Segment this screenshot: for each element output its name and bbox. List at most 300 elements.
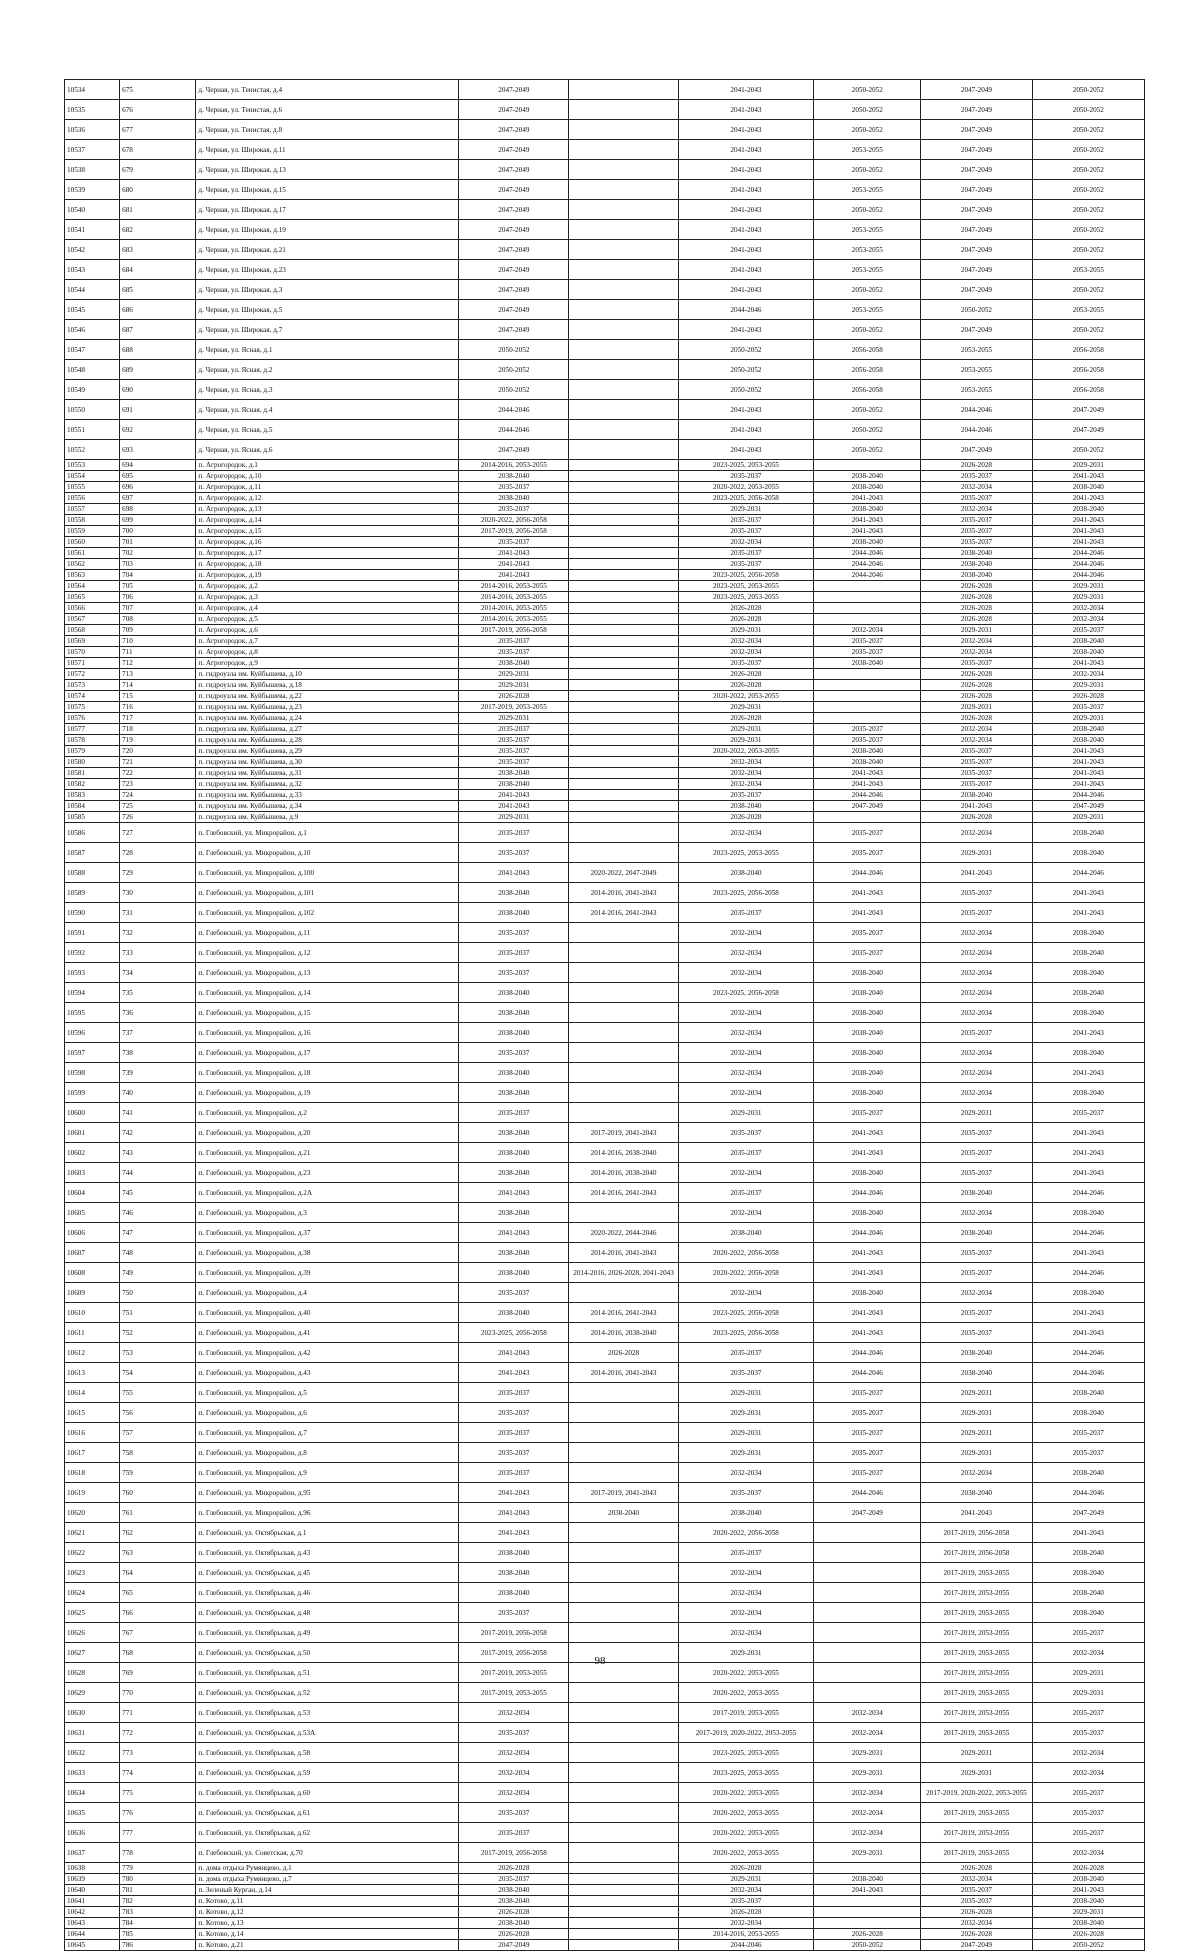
item-number-cell: 744	[120, 1163, 196, 1183]
period-cell-4: 2044-2046	[814, 548, 921, 559]
period-cell-4: 2038-2040	[814, 983, 921, 1003]
item-number-cell: 769	[120, 1663, 196, 1683]
period-cell-2	[569, 1885, 678, 1896]
period-cell-4: 2053-2055	[814, 300, 921, 320]
address-cell: п. Глебовский, ул. Октябрьская, д.46	[196, 1583, 459, 1603]
period-cell-2	[569, 100, 678, 120]
period-cell-2	[569, 1918, 678, 1929]
period-cell-1: 2035-2037	[459, 1403, 569, 1423]
period-cell-4: 2035-2037	[814, 735, 921, 746]
item-number-cell: 742	[120, 1123, 196, 1143]
period-cell-5: 2026-2028	[921, 460, 1032, 471]
period-cell-4: 2035-2037	[814, 1463, 921, 1483]
period-cell-1: 2050-2052	[459, 360, 569, 380]
address-cell: п. Глебовский, ул. Микрорайон, д.13	[196, 963, 459, 983]
period-cell-2	[569, 1603, 678, 1623]
period-cell-3: 2035-2037	[678, 1343, 814, 1363]
table-row	[65, 160, 1145, 180]
row-id-cell: 10618	[65, 1463, 120, 1483]
period-cell-5: 2017-2019, 2053-2055	[921, 1683, 1032, 1703]
period-cell-5: 2026-2028	[921, 603, 1032, 614]
period-cell-5: 2047-2049	[921, 140, 1032, 160]
period-cell-3: 2026-2028	[678, 812, 814, 823]
row-id-cell: 10620	[65, 1503, 120, 1523]
item-number-cell: 736	[120, 1003, 196, 1023]
period-cell-4: 2032-2034	[814, 1723, 921, 1743]
period-cell-2	[569, 713, 678, 724]
row-id-cell: 10596	[65, 1023, 120, 1043]
period-cell-4: 2038-2040	[814, 537, 921, 548]
period-cell-2	[569, 963, 678, 983]
address-cell: п. гидроузла им. Куйбышева, д.18	[196, 680, 459, 691]
period-cell-1: 2038-2040	[459, 1303, 569, 1323]
item-number-cell: 703	[120, 559, 196, 570]
period-cell-5: 2035-2037	[921, 658, 1032, 669]
period-cell-1: 2014-2016, 2053-2055	[459, 603, 569, 614]
row-id-cell: 10579	[65, 746, 120, 757]
period-cell-1: 2038-2040	[459, 1083, 569, 1103]
period-cell-1: 2023-2025, 2056-2058	[459, 1323, 569, 1343]
period-cell-6: 2035-2037	[1032, 702, 1144, 713]
period-cell-6: 2041-2043	[1032, 471, 1144, 482]
period-cell-2	[569, 160, 678, 180]
row-id-cell: 10628	[65, 1663, 120, 1683]
period-cell-6: 2041-2043	[1032, 1303, 1144, 1323]
period-cell-4	[814, 691, 921, 702]
period-cell-4: 2044-2046	[814, 1343, 921, 1363]
period-cell-5: 2047-2049	[921, 320, 1032, 340]
item-number-cell: 678	[120, 140, 196, 160]
period-cell-5: 2035-2037	[921, 757, 1032, 768]
period-cell-2	[569, 669, 678, 680]
period-cell-6: 2041-2043	[1032, 1023, 1144, 1043]
period-cell-6: 2038-2040	[1032, 1603, 1144, 1623]
item-number-cell: 724	[120, 790, 196, 801]
item-number-cell: 764	[120, 1563, 196, 1583]
item-number-cell: 695	[120, 471, 196, 482]
period-cell-1: 2035-2037	[459, 746, 569, 757]
address-cell: п. Глебовский, ул. Микрорайон, д.8	[196, 1443, 459, 1463]
address-cell: п. Глебовский, ул. Октябрьская, д.49	[196, 1623, 459, 1643]
row-id-cell: 10548	[65, 360, 120, 380]
period-cell-5: 2026-2028	[921, 691, 1032, 702]
item-number-cell: 783	[120, 1907, 196, 1918]
period-cell-6: 2026-2028	[1032, 691, 1144, 702]
period-cell-3: 2020-2022, 2053-2055	[678, 1843, 814, 1863]
period-cell-1: 2038-2040	[459, 983, 569, 1003]
row-id-cell: 10627	[65, 1643, 120, 1663]
period-cell-1: 2035-2037	[459, 504, 569, 515]
address-cell: п. Глебовский, ул. Микрорайон, д.37	[196, 1223, 459, 1243]
period-cell-5: 2050-2052	[921, 300, 1032, 320]
period-cell-2	[569, 260, 678, 280]
period-cell-5: 2029-2031	[921, 843, 1032, 863]
period-cell-4: 2044-2046	[814, 1223, 921, 1243]
period-cell-4: 2050-2052	[814, 420, 921, 440]
period-cell-1: 2047-2049	[459, 300, 569, 320]
period-cell-6: 2044-2046	[1032, 1183, 1144, 1203]
row-id-cell: 10626	[65, 1623, 120, 1643]
period-cell-1: 2017-2019, 2056-2058	[459, 1643, 569, 1663]
period-cell-2	[569, 1623, 678, 1643]
item-number-cell: 712	[120, 658, 196, 669]
period-cell-6: 2029-2031	[1032, 1663, 1144, 1683]
row-id-cell: 10597	[65, 1043, 120, 1063]
item-number-cell: 699	[120, 515, 196, 526]
period-cell-2: 2014-2016, 2038-2040	[569, 1163, 678, 1183]
period-cell-3: 2032-2034	[678, 1063, 814, 1083]
period-cell-4: 2053-2055	[814, 220, 921, 240]
table-row	[65, 647, 1145, 658]
period-cell-6: 2038-2040	[1032, 1543, 1144, 1563]
period-cell-5: 2017-2019, 2053-2055	[921, 1663, 1032, 1683]
period-cell-1: 2035-2037	[459, 482, 569, 493]
table-row	[65, 1483, 1145, 1503]
item-number-cell: 701	[120, 537, 196, 548]
period-cell-4	[814, 1623, 921, 1643]
period-cell-5: 2032-2034	[921, 923, 1032, 943]
address-cell: п. Глебовский, ул. Микрорайон, д.19	[196, 1083, 459, 1103]
row-id-cell: 10583	[65, 790, 120, 801]
item-number-cell: 756	[120, 1403, 196, 1423]
period-cell-4: 2050-2052	[814, 1940, 921, 1951]
table-row	[65, 702, 1145, 713]
period-cell-5: 2035-2037	[921, 768, 1032, 779]
item-number-cell: 778	[120, 1843, 196, 1863]
table-row	[65, 713, 1145, 724]
item-number-cell: 710	[120, 636, 196, 647]
period-cell-5: 2035-2037	[921, 471, 1032, 482]
period-cell-6: 2056-2058	[1032, 340, 1144, 360]
period-cell-5: 2032-2034	[921, 1043, 1032, 1063]
period-cell-6: 2026-2028	[1032, 1929, 1144, 1940]
period-cell-3: 2035-2037	[678, 526, 814, 537]
period-cell-4: 2041-2043	[814, 1303, 921, 1323]
period-cell-2	[569, 1083, 678, 1103]
period-cell-4: 2044-2046	[814, 559, 921, 570]
table-row	[65, 790, 1145, 801]
item-number-cell: 747	[120, 1223, 196, 1243]
item-number-cell: 766	[120, 1603, 196, 1623]
period-cell-3: 2038-2040	[678, 1503, 814, 1523]
period-cell-2	[569, 420, 678, 440]
item-number-cell: 735	[120, 983, 196, 1003]
period-cell-2	[569, 1003, 678, 1023]
row-id-cell: 10639	[65, 1874, 120, 1885]
item-number-cell: 686	[120, 300, 196, 320]
period-cell-1: 2047-2049	[459, 160, 569, 180]
row-id-cell: 10629	[65, 1683, 120, 1703]
period-cell-6: 2032-2034	[1032, 1643, 1144, 1663]
period-cell-4: 2047-2049	[814, 801, 921, 812]
period-cell-3: 2026-2028	[678, 1907, 814, 1918]
period-cell-3: 2029-2031	[678, 504, 814, 515]
row-id-cell: 10546	[65, 320, 120, 340]
table-row	[65, 768, 1145, 779]
table-row	[65, 1423, 1145, 1443]
period-cell-3: 2035-2037	[678, 903, 814, 923]
table-row	[65, 757, 1145, 768]
item-number-cell: 749	[120, 1263, 196, 1283]
period-cell-1: 2041-2043	[459, 1343, 569, 1363]
period-cell-2	[569, 1103, 678, 1123]
period-cell-5: 2038-2040	[921, 1183, 1032, 1203]
table-row	[65, 460, 1145, 471]
row-id-cell: 10547	[65, 340, 120, 360]
period-cell-2	[569, 280, 678, 300]
row-id-cell: 10588	[65, 863, 120, 883]
period-cell-3: 2020-2022, 2053-2055	[678, 746, 814, 757]
table-row	[65, 1403, 1145, 1423]
period-cell-2: 2020-2022, 2047-2049	[569, 863, 678, 883]
item-number-cell: 700	[120, 526, 196, 537]
period-cell-5: 2038-2040	[921, 1223, 1032, 1243]
period-cell-2	[569, 1543, 678, 1563]
address-cell: п. Глебовский, ул. Октябрьская, д.51	[196, 1663, 459, 1683]
period-cell-4	[814, 812, 921, 823]
table-row	[65, 400, 1145, 420]
period-cell-3: 2029-2031	[678, 735, 814, 746]
period-cell-1: 2038-2040	[459, 1543, 569, 1563]
address-cell: п. гидроузла им. Куйбышева, д.29	[196, 746, 459, 757]
period-cell-2: 2014-2016, 2041-2043	[569, 1183, 678, 1203]
row-id-cell: 10634	[65, 1783, 120, 1803]
period-cell-3: 2035-2037	[678, 1143, 814, 1163]
row-id-cell: 10598	[65, 1063, 120, 1083]
period-cell-2	[569, 983, 678, 1003]
address-cell: п. Глебовский, ул. Микрорайон, д.20	[196, 1123, 459, 1143]
period-cell-2	[569, 515, 678, 526]
period-cell-1: 2038-2040	[459, 1263, 569, 1283]
period-cell-6: 2035-2037	[1032, 1623, 1144, 1643]
row-id-cell: 10542	[65, 240, 120, 260]
period-cell-1: 2032-2034	[459, 1743, 569, 1763]
table-row	[65, 812, 1145, 823]
period-cell-5: 2017-2019, 2056-2058	[921, 1543, 1032, 1563]
period-cell-2	[569, 120, 678, 140]
period-cell-5: 2047-2049	[921, 180, 1032, 200]
period-cell-6: 2029-2031	[1032, 460, 1144, 471]
period-cell-2	[569, 320, 678, 340]
table-row	[65, 735, 1145, 746]
address-cell: п. гидроузла им. Куйбышева, д.28	[196, 735, 459, 746]
period-cell-4	[814, 460, 921, 471]
period-cell-3: 2020-2022, 2056-2058	[678, 1523, 814, 1543]
period-cell-1: 2038-2040	[459, 1203, 569, 1223]
item-number-cell: 722	[120, 768, 196, 779]
period-cell-5: 2047-2049	[921, 260, 1032, 280]
item-number-cell: 752	[120, 1323, 196, 1343]
period-cell-3: 2023-2025, 2053-2055	[678, 581, 814, 592]
period-cell-5: 2032-2034	[921, 636, 1032, 647]
period-cell-2	[569, 1563, 678, 1583]
item-number-cell: 768	[120, 1643, 196, 1663]
period-cell-5: 2017-2019, 2053-2055	[921, 1623, 1032, 1643]
period-cell-5: 2047-2049	[921, 200, 1032, 220]
period-cell-4: 2035-2037	[814, 1103, 921, 1123]
period-cell-5: 2032-2034	[921, 504, 1032, 515]
period-cell-5: 2035-2037	[921, 1303, 1032, 1323]
row-id-cell: 10610	[65, 1303, 120, 1323]
row-id-cell: 10538	[65, 160, 120, 180]
period-cell-5: 2047-2049	[921, 1940, 1032, 1951]
period-cell-5: 2038-2040	[921, 1343, 1032, 1363]
period-cell-5: 2017-2019, 2053-2055	[921, 1823, 1032, 1843]
row-id-cell: 10601	[65, 1123, 120, 1143]
item-number-cell: 676	[120, 100, 196, 120]
period-cell-5: 2032-2034	[921, 482, 1032, 493]
period-cell-2	[569, 636, 678, 647]
period-cell-5: 2026-2028	[921, 1929, 1032, 1940]
period-cell-1: 2041-2043	[459, 548, 569, 559]
table-row	[65, 1043, 1145, 1063]
address-cell: п. Глебовский, ул. Микрорайон, д.100	[196, 863, 459, 883]
table-row	[65, 1383, 1145, 1403]
address-cell: п. Глебовский, ул. Микрорайон, д.40	[196, 1303, 459, 1323]
table-row	[65, 843, 1145, 863]
table-row	[65, 1896, 1145, 1907]
row-id-cell: 10568	[65, 625, 120, 636]
item-number-cell: 696	[120, 482, 196, 493]
item-number-cell: 763	[120, 1543, 196, 1563]
period-cell-2: 2014-2016, 2041-2043	[569, 1363, 678, 1383]
row-id-cell: 10545	[65, 300, 120, 320]
period-cell-6: 2044-2046	[1032, 1263, 1144, 1283]
period-cell-4: 2044-2046	[814, 570, 921, 581]
period-cell-4: 2050-2052	[814, 160, 921, 180]
period-cell-4: 2050-2052	[814, 400, 921, 420]
period-cell-5: 2017-2019, 2053-2055	[921, 1803, 1032, 1823]
period-cell-2	[569, 140, 678, 160]
row-id-cell: 10632	[65, 1743, 120, 1763]
period-cell-2	[569, 768, 678, 779]
row-id-cell: 10578	[65, 735, 120, 746]
period-cell-1: 2038-2040	[459, 1123, 569, 1143]
table-row	[65, 691, 1145, 702]
period-cell-3: 2026-2028	[678, 614, 814, 625]
period-cell-2	[569, 1703, 678, 1723]
period-cell-2	[569, 1907, 678, 1918]
period-cell-1: 2035-2037	[459, 843, 569, 863]
period-cell-6: 2035-2037	[1032, 1783, 1144, 1803]
row-id-cell: 10570	[65, 647, 120, 658]
period-cell-3: 2029-2031	[678, 702, 814, 713]
address-cell: д. Черная, ул. Тенистая, д.4	[196, 80, 459, 100]
period-cell-4	[814, 702, 921, 713]
address-cell: п. Глебовский, ул. Микрорайон, д.2А	[196, 1183, 459, 1203]
period-cell-2	[569, 504, 678, 515]
row-id-cell: 10599	[65, 1083, 120, 1103]
row-id-cell: 10644	[65, 1929, 120, 1940]
period-cell-4: 2041-2043	[814, 515, 921, 526]
period-cell-5: 2053-2055	[921, 380, 1032, 400]
row-id-cell: 10612	[65, 1343, 120, 1363]
period-cell-4	[814, 1603, 921, 1623]
period-cell-5: 2029-2031	[921, 1103, 1032, 1123]
period-cell-2: 2014-2016, 2026-2028, 2041-2043	[569, 1263, 678, 1283]
period-cell-5: 2026-2028	[921, 614, 1032, 625]
period-cell-4: 2041-2043	[814, 1323, 921, 1343]
item-number-cell: 692	[120, 420, 196, 440]
row-id-cell: 10585	[65, 812, 120, 823]
period-cell-5: 2035-2037	[921, 537, 1032, 548]
period-cell-4: 2041-2043	[814, 883, 921, 903]
period-cell-5: 2035-2037	[921, 526, 1032, 537]
address-cell: п. Глебовский, ул. Октябрьская, д.45	[196, 1563, 459, 1583]
period-cell-3: 2017-2019, 2020-2022, 2053-2055	[678, 1723, 814, 1743]
table-row	[65, 614, 1145, 625]
period-cell-3: 2020-2022, 2053-2055	[678, 1663, 814, 1683]
address-cell: п. Глебовский, ул. Микрорайон, д.41	[196, 1323, 459, 1343]
row-id-cell: 10565	[65, 592, 120, 603]
item-number-cell: 746	[120, 1203, 196, 1223]
address-cell: п. Глебовский, ул. Октябрьская, д.53	[196, 1703, 459, 1723]
period-cell-6: 2032-2034	[1032, 1843, 1144, 1863]
table-row	[65, 548, 1145, 559]
period-cell-1: 2047-2049	[459, 200, 569, 220]
row-id-cell: 10643	[65, 1918, 120, 1929]
period-cell-6: 2041-2043	[1032, 537, 1144, 548]
row-id-cell: 10539	[65, 180, 120, 200]
period-cell-2	[569, 691, 678, 702]
period-cell-3: 2023-2025, 2053-2055	[678, 1763, 814, 1783]
period-cell-3: 2035-2037	[678, 1543, 814, 1563]
period-cell-5: 2017-2019, 2053-2055	[921, 1583, 1032, 1603]
period-cell-5: 2035-2037	[921, 883, 1032, 903]
period-cell-2	[569, 240, 678, 260]
row-id-cell: 10623	[65, 1563, 120, 1583]
period-cell-5: 2032-2034	[921, 983, 1032, 1003]
period-cell-6: 2050-2052	[1032, 280, 1144, 300]
period-cell-3: 2032-2034	[678, 636, 814, 647]
address-cell: п. Глебовский, ул. Октябрьская, д.43	[196, 1543, 459, 1563]
period-cell-4: 2050-2052	[814, 100, 921, 120]
item-number-cell: 772	[120, 1723, 196, 1743]
period-cell-3: 2041-2043	[678, 200, 814, 220]
period-cell-1: 2038-2040	[459, 1583, 569, 1603]
table-row	[65, 515, 1145, 526]
period-cell-4: 2038-2040	[814, 471, 921, 482]
period-cell-6: 2035-2037	[1032, 625, 1144, 636]
period-cell-4: 2041-2043	[814, 1263, 921, 1283]
item-number-cell: 691	[120, 400, 196, 420]
period-cell-6: 2038-2040	[1032, 923, 1144, 943]
period-cell-6: 2038-2040	[1032, 1283, 1144, 1303]
item-number-cell: 721	[120, 757, 196, 768]
item-number-cell: 713	[120, 669, 196, 680]
period-cell-3: 2023-2025, 2056-2058	[678, 570, 814, 581]
period-cell-3: 2032-2034	[678, 1043, 814, 1063]
period-cell-1: 2014-2016, 2053-2055	[459, 614, 569, 625]
address-cell: п. Агрогородок, д.8	[196, 647, 459, 658]
address-cell: д. Черная, ул. Широкая, д.3	[196, 280, 459, 300]
period-cell-1: 2038-2040	[459, 1885, 569, 1896]
period-cell-4: 2041-2043	[814, 903, 921, 923]
period-cell-6: 2032-2034	[1032, 1763, 1144, 1783]
period-cell-5: 2032-2034	[921, 1003, 1032, 1023]
item-number-cell: 682	[120, 220, 196, 240]
period-cell-2	[569, 1783, 678, 1803]
period-cell-3: 2035-2037	[678, 1363, 814, 1383]
period-cell-4: 2041-2043	[814, 768, 921, 779]
address-cell: п. Глебовский, ул. Микрорайон, д.101	[196, 883, 459, 903]
address-cell: д. Черная, ул. Широкая, д.7	[196, 320, 459, 340]
period-cell-5: 2038-2040	[921, 570, 1032, 581]
row-id-cell: 10584	[65, 801, 120, 812]
address-cell: д. Черная, ул. Широкая, д.11	[196, 140, 459, 160]
table-row	[65, 1123, 1145, 1143]
period-cell-4: 2038-2040	[814, 1043, 921, 1063]
